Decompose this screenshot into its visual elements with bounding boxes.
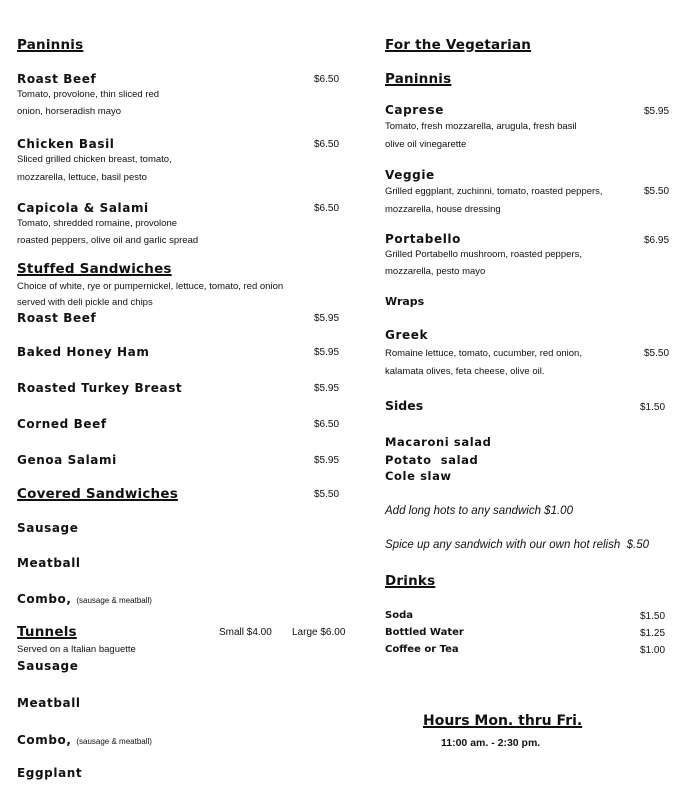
menu-item-name: Roasted Turkey Breast xyxy=(17,381,183,395)
menu-item-price: $5.95 xyxy=(314,347,340,358)
hours-title: Hours Mon. thru Fri. xyxy=(423,713,583,729)
menu-item-price: $5.95 xyxy=(314,455,340,466)
drink-price: $1.25 xyxy=(640,628,666,639)
menu-item-name: Genoa Salami xyxy=(17,453,117,467)
menu-item-price: $5.95 xyxy=(314,313,340,324)
menu-item-price: $6.50 xyxy=(314,74,340,85)
menu-item-description: Tomato, fresh mozzarella, arugula, fresh basil xyxy=(385,121,577,132)
menu-item-name xyxy=(17,592,152,606)
drink-price: $1.50 xyxy=(640,611,666,622)
menu-item-name: Roast Beef xyxy=(17,72,97,86)
menu-item-name: Roast Beef xyxy=(17,311,97,325)
menu-item-name: Sausage xyxy=(17,521,79,535)
tunnels-large-price: Large $6.00 xyxy=(292,627,346,638)
drink-name: Coffee or Tea xyxy=(385,644,459,655)
menu-item-name xyxy=(17,733,152,747)
menu-item-description: kalamata olives, feta cheese, olive oil. xyxy=(385,366,545,377)
side-item: Macaroni salad xyxy=(385,435,492,449)
menu-item-price: $6.50 xyxy=(314,419,340,430)
menu-item-name: Caprese xyxy=(385,103,445,117)
menu-item-description: Sliced grilled chicken breast, tomato, xyxy=(17,154,172,165)
hours-text: 11:00 am. - 2:30 pm. xyxy=(441,737,541,749)
menu-item-description: mozzarella, pesto mayo xyxy=(385,266,486,277)
veg-paninis-heading: Paninnis xyxy=(385,71,452,87)
section-price: $5.50 xyxy=(314,489,340,500)
menu-item-label: Combo, xyxy=(17,592,72,606)
menu-item-description: Romaine lettuce, tomato, cucumber, red onion, xyxy=(385,348,582,359)
menu-item-price: $6.95 xyxy=(644,235,670,246)
menu-item-note: (sausage & meatball) xyxy=(76,596,152,605)
menu-item-price: $5.50 xyxy=(644,348,670,359)
menu-item-name: Portabello xyxy=(385,232,461,246)
wraps-heading: Wraps xyxy=(385,295,425,308)
menu-item-name: Meatball xyxy=(17,556,81,570)
tunnels-heading: Tunnels xyxy=(17,624,77,640)
menu-item-description: roasted peppers, olive oil and garlic spread xyxy=(17,235,199,246)
menu-item-name: Veggie xyxy=(385,168,435,182)
menu-item-description: Tomato, provolone, thin sliced red xyxy=(17,89,160,100)
menu-item-description: mozzarella, house dressing xyxy=(385,204,501,215)
drinks-heading: Drinks xyxy=(385,573,436,589)
menu-item-description: onion, horseradish mayo xyxy=(17,106,122,117)
menu-item-description: olive oil vinegarette xyxy=(385,139,467,150)
menu-item-price: $5.50 xyxy=(644,186,670,197)
menu-item-label: Combo, xyxy=(17,733,72,747)
vegetarian-heading: For the Vegetarian xyxy=(385,37,532,53)
menu-item-description: Tomato, shredded romaine, provolone xyxy=(17,218,178,229)
add-on-note: Spice up any sandwich with our own hot relish $.50 xyxy=(385,539,650,551)
section-description: Choice of white, rye or pumpernickel, lettuce, tomato, red onion xyxy=(17,281,284,292)
menu-item-name: Capicola & Salami xyxy=(17,201,149,215)
menu-item-price: $5.95 xyxy=(644,106,670,117)
menu-item-note: (sausage & meatball) xyxy=(76,737,152,746)
menu-item-price: $6.50 xyxy=(314,203,340,214)
menu-item-name: Baked Honey Ham xyxy=(17,345,150,359)
sides-heading: Sides xyxy=(385,398,424,413)
menu-item-description: mozzarella, lettuce, basil pesto xyxy=(17,172,147,183)
covered-sandwiches-heading: Covered Sandwiches xyxy=(17,486,178,502)
menu-item-name: Corned Beef xyxy=(17,417,107,431)
stuffed-sandwiches-heading: Stuffed Sandwiches xyxy=(17,261,172,277)
menu-item-description: Grilled eggplant, zuchinni, tomato, roasted peppers, xyxy=(385,186,603,197)
menu-item-price: $6.50 xyxy=(314,139,340,150)
drink-name: Bottled Water xyxy=(385,627,464,638)
menu-item-price: $5.95 xyxy=(314,383,340,394)
menu-item-name: Chicken Basil xyxy=(17,137,115,151)
drink-name: Soda xyxy=(385,610,413,621)
side-item: Cole slaw xyxy=(385,469,452,483)
menu-item-name: Greek xyxy=(385,328,429,342)
add-on-note: Add long hots to any sandwich $1.00 xyxy=(385,505,573,517)
menu-item-name: Eggplant xyxy=(17,766,83,780)
paninis-heading: Paninnis xyxy=(17,37,84,53)
sides-price: $1.50 xyxy=(640,402,666,413)
section-description: Served on a Italian baguette xyxy=(17,644,136,655)
tunnels-small-price: Small $4.00 xyxy=(219,627,272,638)
drink-price: $1.00 xyxy=(640,645,666,656)
side-item: Potato salad xyxy=(385,453,479,467)
menu-item-description: Grilled Portabello mushroom, roasted peppers, xyxy=(385,249,582,260)
section-description: served with deli pickle and chips xyxy=(17,297,153,308)
menu-item-name: Sausage xyxy=(17,659,79,673)
menu-item-name: Meatball xyxy=(17,696,81,710)
